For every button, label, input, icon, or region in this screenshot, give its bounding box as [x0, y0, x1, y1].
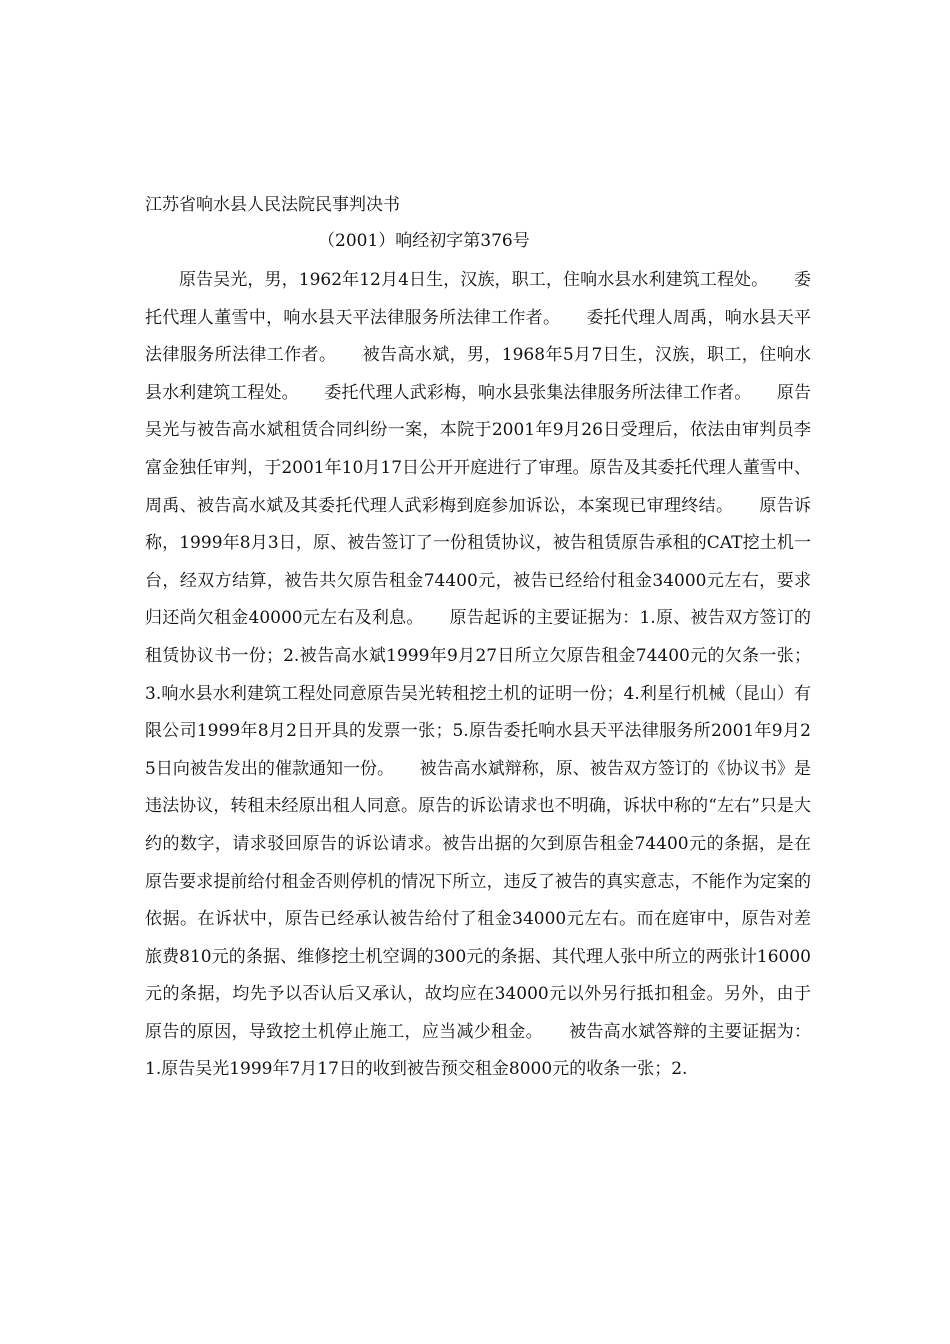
judgment-body-text: 原告吴光，男，1962年12月4日生，汉族，职工，住响水县水利建筑工程处。 委托代理人董雪中，响水县天平法律服务所法律工作者。 委托代理人周禹，响水县天平法律服务所法律工作者。 被告高水斌，男，1968年5月7日生，汉族，职工，住响水县水利建筑工程处。 委托代理人武彩梅，响水县张集法律服务所法律工作者。 原告吴光与被告高水斌租赁合同纠纷一案，本院于2001年9月26日受理后，依法由审判员李富金独任审判，于2001年10月17日公开开庭进行了审理。原告及其委托代理人董雪中、周禹、被告高水斌及其委托代理人武彩梅到庭参加诉讼，本案现已审理终结。 原告诉称，1999年8月3日，原、被告签订了一份租赁协议，被告租赁原告承租的CAT挖土机一台，经双方结算，被告共欠原告租金74400元，被告已经给付租金34000元左右，要求归还尚欠租金40000元左右及利息。 原告起诉的主要证据为：1.原、被告双方签订的租赁协议书一份；2.被告高水斌1999年9月27日所立欠原告租金74400元的欠条一张；3.响水县水利建筑工程处同意原告吴光转租挖土机的证明一份；4.利星行机械（昆山）有限公司1999年8月2日开具的发票一张；5.原告委托响水县天平法律服务所2001年9月25日向被告发出的催款通知一份。 被告高水斌辩称，原、被告双方签订的《协议书》是违法协议，转租未经原出租人同意。原告的诉讼请求也不明确，诉状中称的“左右”只是大约的数字，请求驳回原告的诉讼请求。被告出据的欠到原告租金74400元的条据，是在原告要求提前给付租金否则停机的情况下所立，违反了被告的真实意志，不能作为定案的依据。在诉状中，原告已经承认被告给付了租金34000元左右。而在庭审中，原告对差旅费810元的条据、维修挖土机空调的300元的条据、其代理人张中所立的两张计16000元的条据，均先予以否认后又承认，故均应在34000元以外另行抵扣租金。另外，由于原告的原因，导致挖土机停止施工，应当减少租金。 被告高水斌答辩的主要证据为：1.原告吴光1999年7月17日的收到被告预交租金8000元的收条一张；2.: [145, 270, 811, 1080]
case-number: （2001）响经初字第376号: [318, 231, 530, 251]
document-title: 江苏省响水县人民法院民事判决书: [145, 195, 400, 215]
